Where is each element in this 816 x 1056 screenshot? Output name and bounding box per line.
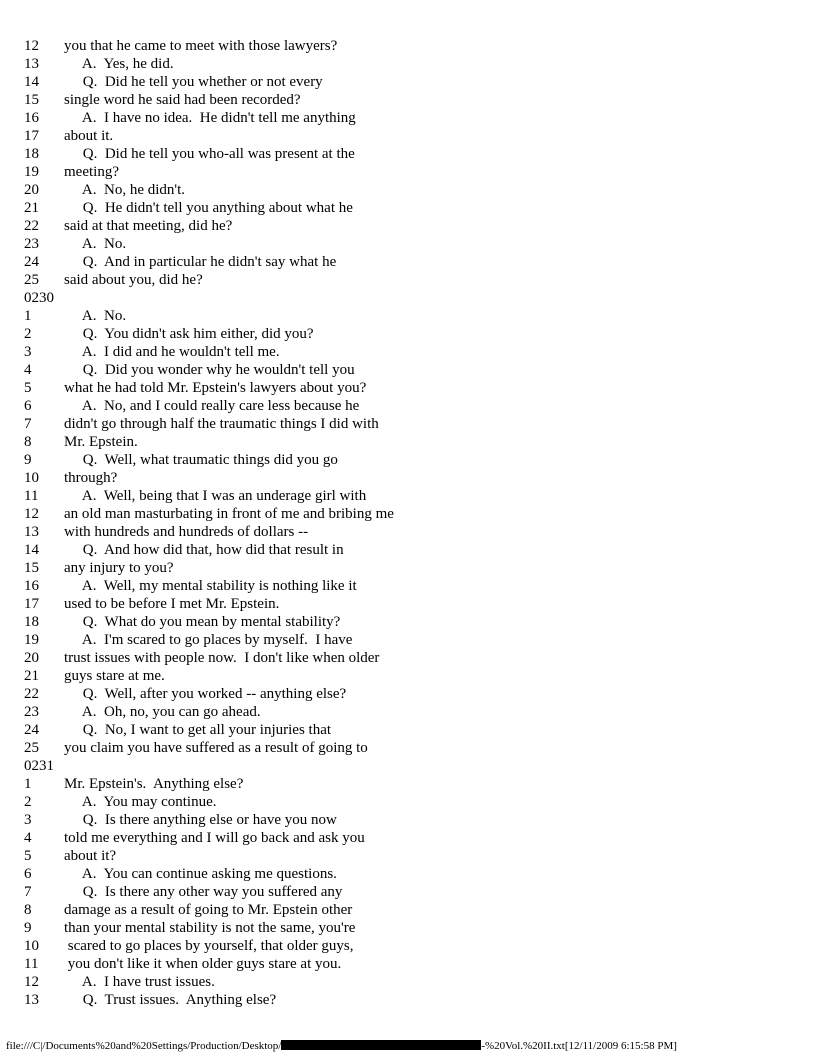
transcript-line: [24, 793, 806, 811]
line-text: Q. Well, what traumatic things did you go: [64, 452, 338, 468]
line-text: didn't go through half the traumatic things I did with: [64, 416, 379, 432]
line-text: A. No.: [64, 236, 127, 252]
line-text: Mr. Epstein's. Anything else?: [64, 776, 244, 792]
transcript-line: [24, 811, 806, 829]
line-text: A. You can continue asking me questions.: [64, 866, 337, 882]
line-text: said at that meeting, did he?: [64, 218, 233, 234]
line-number: 23: [24, 704, 39, 720]
line-number: 19: [24, 632, 39, 648]
transcript-line: [24, 397, 806, 415]
line-number: 17: [24, 596, 39, 612]
line-number: 20: [24, 182, 39, 198]
transcript-line: [24, 739, 806, 757]
transcript-line: [24, 667, 806, 685]
transcript-line: [24, 415, 806, 433]
transcript-line: [24, 685, 806, 703]
transcript-body: [24, 37, 806, 1009]
line-number: 6: [24, 866, 32, 882]
transcript-line: [24, 901, 806, 919]
line-text: single word he said had been recorded?: [64, 92, 301, 108]
line-text: damage as a result of going to Mr. Epstein other: [64, 902, 353, 918]
transcript-line: [24, 775, 806, 793]
line-text: Mr. Epstein.: [64, 434, 138, 450]
line-text: A. I did and he wouldn't tell me.: [64, 344, 280, 360]
line-number: 3: [24, 344, 32, 360]
line-number: 18: [24, 146, 39, 162]
footer-file-url: [6, 1040, 677, 1053]
line-number: 11: [24, 488, 39, 504]
line-text: about it.: [64, 128, 114, 144]
page-number: 0231: [24, 758, 54, 774]
transcript-line: [24, 91, 806, 109]
line-number: 22: [24, 686, 39, 702]
line-number: 12: [24, 506, 39, 522]
transcript-line: [24, 235, 806, 253]
line-number: 13: [24, 992, 39, 1008]
transcript-line: [24, 703, 806, 721]
line-text: than your mental stability is not the same, you're: [64, 920, 356, 936]
line-text: A. Yes, he did.: [64, 56, 174, 72]
line-number: 12: [24, 974, 39, 990]
transcript-line: [24, 109, 806, 127]
line-text: Q. Is there anything else or have you now: [64, 812, 337, 828]
redaction-bar: [281, 1040, 481, 1050]
line-text: said about you, did he?: [64, 272, 203, 288]
line-number: 3: [24, 812, 32, 828]
transcript-line: [24, 631, 806, 649]
line-text: A. You may continue.: [64, 794, 217, 810]
line-text: guys stare at me.: [64, 668, 165, 684]
transcript-line: [24, 469, 806, 487]
footer-path-prefix: file:///C|/Documents%20and%20Settings/Production/Desktop/: [6, 1040, 282, 1052]
transcript-line: [24, 883, 806, 901]
line-text: scared to go places by yourself, that older guys,: [64, 938, 354, 954]
line-text: Q. You didn't ask him either, did you?: [64, 326, 314, 342]
line-number: 22: [24, 218, 39, 234]
line-text: used to be before I met Mr. Epstein.: [64, 596, 280, 612]
transcript-line: [24, 613, 806, 631]
line-number: 13: [24, 524, 39, 540]
line-number: 5: [24, 380, 32, 396]
line-number: 8: [24, 434, 32, 450]
transcript-line: [24, 343, 806, 361]
line-number: 7: [24, 884, 32, 900]
line-text: any injury to you?: [64, 560, 174, 576]
line-number: 20: [24, 650, 39, 666]
transcript-line: [24, 541, 806, 559]
transcript-line: [24, 253, 806, 271]
transcript-line: [24, 865, 806, 883]
transcript-line: [24, 127, 806, 145]
transcript-line: [24, 523, 806, 541]
transcript-line: [24, 325, 806, 343]
line-number: 15: [24, 560, 39, 576]
transcript-line: [24, 181, 806, 199]
line-number: 4: [24, 362, 32, 378]
line-text: Q. No, I want to get all your injuries that: [64, 722, 332, 738]
page-number-line: [24, 289, 806, 307]
line-number: 21: [24, 668, 39, 684]
line-text: A. Oh, no, you can go ahead.: [64, 704, 261, 720]
line-text: trust issues with people now. I don't like when older: [64, 650, 380, 666]
transcript-line: [24, 973, 806, 991]
line-text: meeting?: [64, 164, 119, 180]
page-number-line: [24, 757, 806, 775]
transcript-line: [24, 649, 806, 667]
line-text: through?: [64, 470, 118, 486]
line-number: 5: [24, 848, 32, 864]
line-text: what he had told Mr. Epstein's lawyers about you?: [64, 380, 367, 396]
line-number: 12: [24, 38, 39, 54]
transcript-line: [24, 829, 806, 847]
line-number: 13: [24, 56, 39, 72]
line-number: 1: [24, 776, 32, 792]
line-number: 9: [24, 452, 32, 468]
transcript-line: [24, 955, 806, 973]
transcript-line: [24, 937, 806, 955]
line-text: you that he came to meet with those lawyers?: [64, 38, 338, 54]
line-number: 10: [24, 938, 39, 954]
line-text: an old man masturbating in front of me and bribing me: [64, 506, 394, 522]
line-number: 16: [24, 110, 39, 126]
line-text: Q. Did he tell you whether or not every: [64, 74, 323, 90]
line-number: 16: [24, 578, 39, 594]
line-number: 1: [24, 308, 32, 324]
line-text: told me everything and I will go back and ask you: [64, 830, 365, 846]
line-number: 2: [24, 794, 32, 810]
transcript-line: [24, 145, 806, 163]
line-text: A. No, and I could really care less because he: [64, 398, 360, 414]
line-number: 6: [24, 398, 32, 414]
transcript-line: [24, 505, 806, 523]
line-text: Q. He didn't tell you anything about what he: [64, 200, 353, 216]
line-text: A. No.: [64, 308, 127, 324]
transcript-line: [24, 379, 806, 397]
line-number: 21: [24, 200, 39, 216]
footer-path-suffix: -%20Vol.%20II.txt[12/11/2009 6:15:58 PM]: [481, 1040, 677, 1052]
transcript-line: [24, 847, 806, 865]
line-number: 10: [24, 470, 39, 486]
transcript-line: [24, 307, 806, 325]
line-number: 23: [24, 236, 39, 252]
transcript-line: [24, 487, 806, 505]
line-number: 24: [24, 722, 39, 738]
transcript-line: [24, 451, 806, 469]
line-text: Q. Trust issues. Anything else?: [64, 992, 277, 1008]
line-number: 14: [24, 74, 39, 90]
transcript-line: [24, 577, 806, 595]
line-number: 4: [24, 830, 32, 846]
line-number: 18: [24, 614, 39, 630]
transcript-line: [24, 595, 806, 613]
line-text: Q. And how did that, how did that result in: [64, 542, 344, 558]
line-number: 24: [24, 254, 39, 270]
line-text: about it?: [64, 848, 117, 864]
line-text: A. No, he didn't.: [64, 182, 186, 198]
transcript-line: [24, 361, 806, 379]
transcript-line: [24, 271, 806, 289]
transcript-line: [24, 37, 806, 55]
line-text: Q. Well, after you worked -- anything else?: [64, 686, 347, 702]
line-number: 8: [24, 902, 32, 918]
transcript-line: [24, 55, 806, 73]
line-number: 19: [24, 164, 39, 180]
line-text: A. I'm scared to go places by myself. I have: [64, 632, 353, 648]
transcript-line: [24, 559, 806, 577]
line-number: 9: [24, 920, 32, 936]
line-text: you don't like it when older guys stare at you.: [64, 956, 342, 972]
transcript-line: [24, 991, 806, 1009]
line-number: 11: [24, 956, 39, 972]
line-number: 25: [24, 740, 39, 756]
line-text: with hundreds and hundreds of dollars --: [64, 524, 309, 540]
line-text: you claim you have suffered as a result of going to: [64, 740, 368, 756]
line-number: 15: [24, 92, 39, 108]
line-text: Q. What do you mean by mental stability?: [64, 614, 341, 630]
line-text: A. Well, my mental stability is nothing like it: [64, 578, 357, 594]
line-text: Q. And in particular he didn't say what he: [64, 254, 337, 270]
line-text: A. I have trust issues.: [64, 974, 215, 990]
transcript-line: [24, 73, 806, 91]
transcript-line: [24, 919, 806, 937]
line-number: 25: [24, 272, 39, 288]
transcript-line: [24, 163, 806, 181]
line-number: 7: [24, 416, 32, 432]
line-text: A. I have no idea. He didn't tell me anything: [64, 110, 356, 126]
page-number: 0230: [24, 290, 54, 306]
transcript-line: [24, 433, 806, 451]
line-number: 14: [24, 542, 39, 558]
transcript-line: [24, 217, 806, 235]
line-number: 17: [24, 128, 39, 144]
line-text: Q. Did you wonder why he wouldn't tell you: [64, 362, 355, 378]
line-number: 2: [24, 326, 32, 342]
transcript-line: [24, 199, 806, 217]
line-text: A. Well, being that I was an underage girl with: [64, 488, 367, 504]
line-text: Q. Did he tell you who-all was present at the: [64, 146, 355, 162]
transcript-line: [24, 721, 806, 739]
line-text: Q. Is there any other way you suffered any: [64, 884, 343, 900]
